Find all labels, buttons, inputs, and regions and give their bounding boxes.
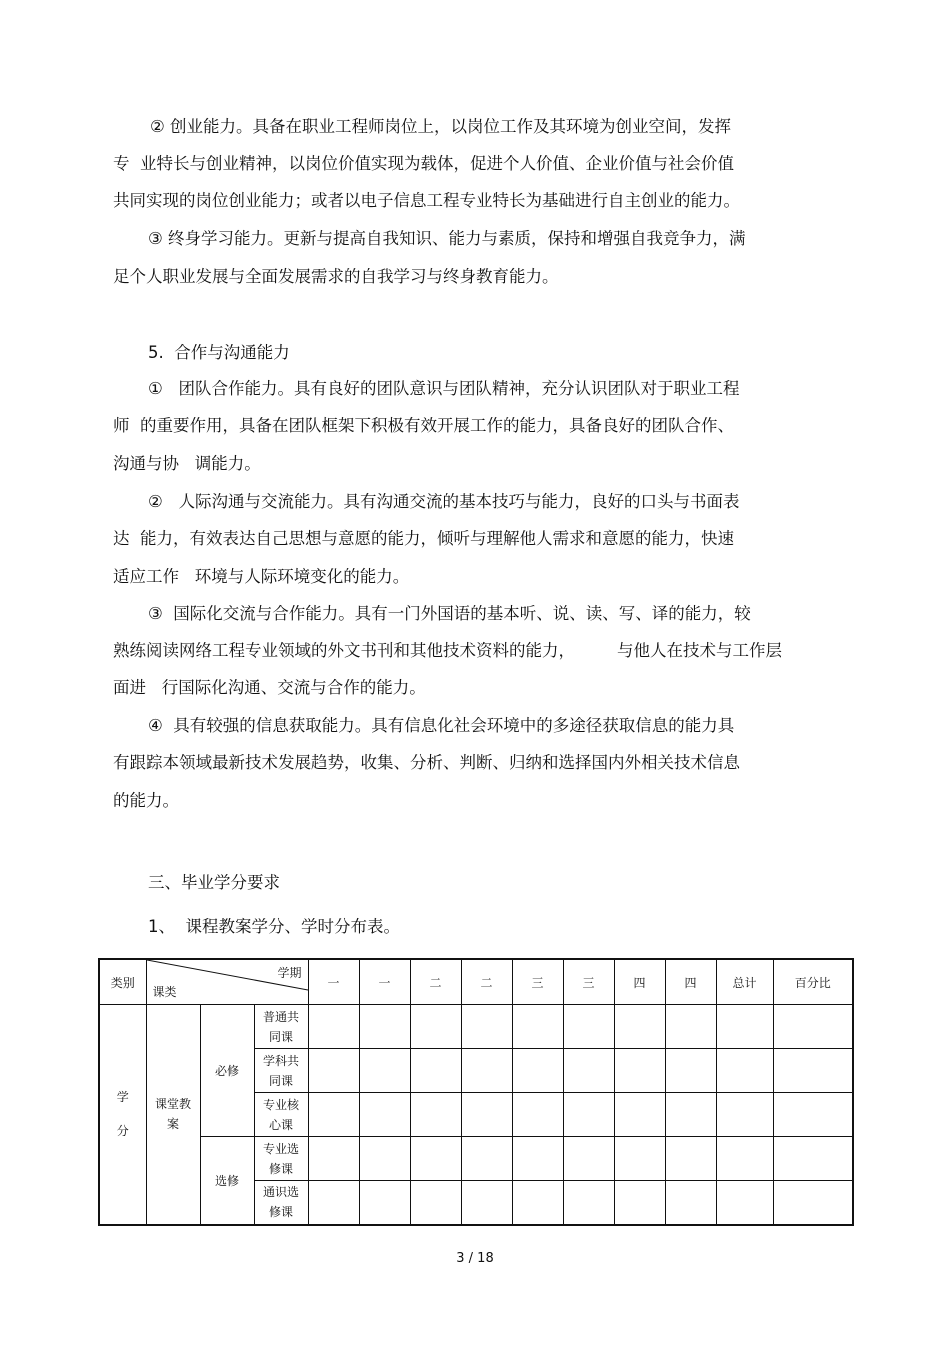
- header-semester: 三: [563, 959, 614, 1005]
- paragraph-line: 面进 行国际化沟通、交流与合作的能力。: [113, 678, 426, 697]
- paragraph-line: 1、 课程教案学分、学时分布表。: [148, 917, 400, 936]
- page-number: 3 / 18: [456, 1251, 494, 1266]
- row-group-credits: [99, 1005, 146, 1225]
- sub-group-classroom: 课堂教案: [146, 1005, 200, 1225]
- paragraph-line: 专 业特长与创业精神，以岗位价值实现为载体，促进个人价值、企业价值与社会价值: [113, 154, 734, 173]
- paragraph-line: 5. 合作与沟通能力: [148, 343, 290, 362]
- course-type: 学科共同课: [254, 1049, 308, 1093]
- header-semester: 四: [665, 959, 716, 1005]
- header-course-type-label: 课类: [152, 985, 177, 999]
- paragraph-line: ④ 具有较强的信息获取能力。具有信息化社会环境中的多途径获取信息的能力具: [148, 716, 735, 735]
- header-semester-label: 学期: [277, 966, 302, 980]
- paragraph-line: ③ 终身学习能力。更新与提高自我知识、能力与素质，保持和增强自我竞争力，满: [148, 229, 746, 248]
- paragraph-line: ③ 国际化交流与合作能力。具有一门外国语的基本听、说、读、写、译的能力，较: [148, 604, 751, 623]
- paragraph-line: ① 团队合作能力。具有良好的团队意识与团队精神，充分认识团队对于职业工程: [148, 379, 740, 398]
- course-type: 专业核心课: [254, 1093, 308, 1137]
- paragraph-line: 足个人职业发展与全面发展需求的自我学习与终身教育能力。: [113, 267, 559, 286]
- paragraph-line: 适应工作 环境与人际环境变化的能力。: [113, 567, 410, 586]
- header-diagonal-cell: [146, 959, 308, 1005]
- elective-label: 选修: [200, 1137, 254, 1225]
- header-category: 类别: [99, 959, 146, 1005]
- paragraph-line: 共同实现的岗位创业能力；或者以电子信息工程专业特长为基础进行自主创业的能力。: [113, 191, 740, 210]
- paragraph-line: 三、毕业学分要求: [148, 873, 280, 892]
- paragraph-line: ② 创业能力。具备在职业工程师岗位上，以岗位工作及其环境为创业空间，发挥: [150, 117, 732, 136]
- table-header-row: [99, 959, 853, 1005]
- required-label: 必修: [200, 1005, 254, 1137]
- course-type: 通识选修课: [254, 1181, 308, 1225]
- header-semester: 四: [614, 959, 665, 1005]
- header-semester: 二: [461, 959, 512, 1005]
- header-semester: 一: [308, 959, 359, 1005]
- paragraph-line: 有跟踪本领域最新技术发展趋势，收集、分析、判断、归纳和选择国内外相关技术信息: [113, 753, 740, 772]
- table-row: [99, 1137, 853, 1181]
- credit-distribution-table: [98, 958, 854, 1226]
- row-group-char: 分: [116, 1124, 129, 1139]
- header-semester: 二: [410, 959, 461, 1005]
- row-group-char: 学: [116, 1090, 129, 1105]
- paragraph-line: 师 的重要作用，具备在团队框架下积极有效开展工作的能力，具备良好的团队合作、: [113, 416, 734, 435]
- header-percent: 百分比: [773, 959, 853, 1005]
- header-semester: 一: [359, 959, 410, 1005]
- course-type: 专业选修课: [254, 1137, 308, 1181]
- header-total: 总计: [716, 959, 773, 1005]
- header-semester: 三: [512, 959, 563, 1005]
- paragraph-line: 熟练阅读网络工程专业领域的外文书刊和其他技术资料的能力， 与他人在技术与工作层: [113, 641, 782, 660]
- course-type: 普通共同课: [254, 1005, 308, 1049]
- paragraph-line: ② 人际沟通与交流能力。具有沟通交流的基本技巧与能力，良好的口头与书面表: [148, 492, 740, 511]
- paragraph-line: 沟通与协 调能力。: [113, 454, 261, 473]
- paragraph-line: 的能力。: [113, 791, 179, 810]
- paragraph-line: 达 能力，有效表达自己思想与意愿的能力，倾听与理解他人需求和意愿的能力，快速: [113, 529, 734, 548]
- table-row: [99, 1005, 853, 1049]
